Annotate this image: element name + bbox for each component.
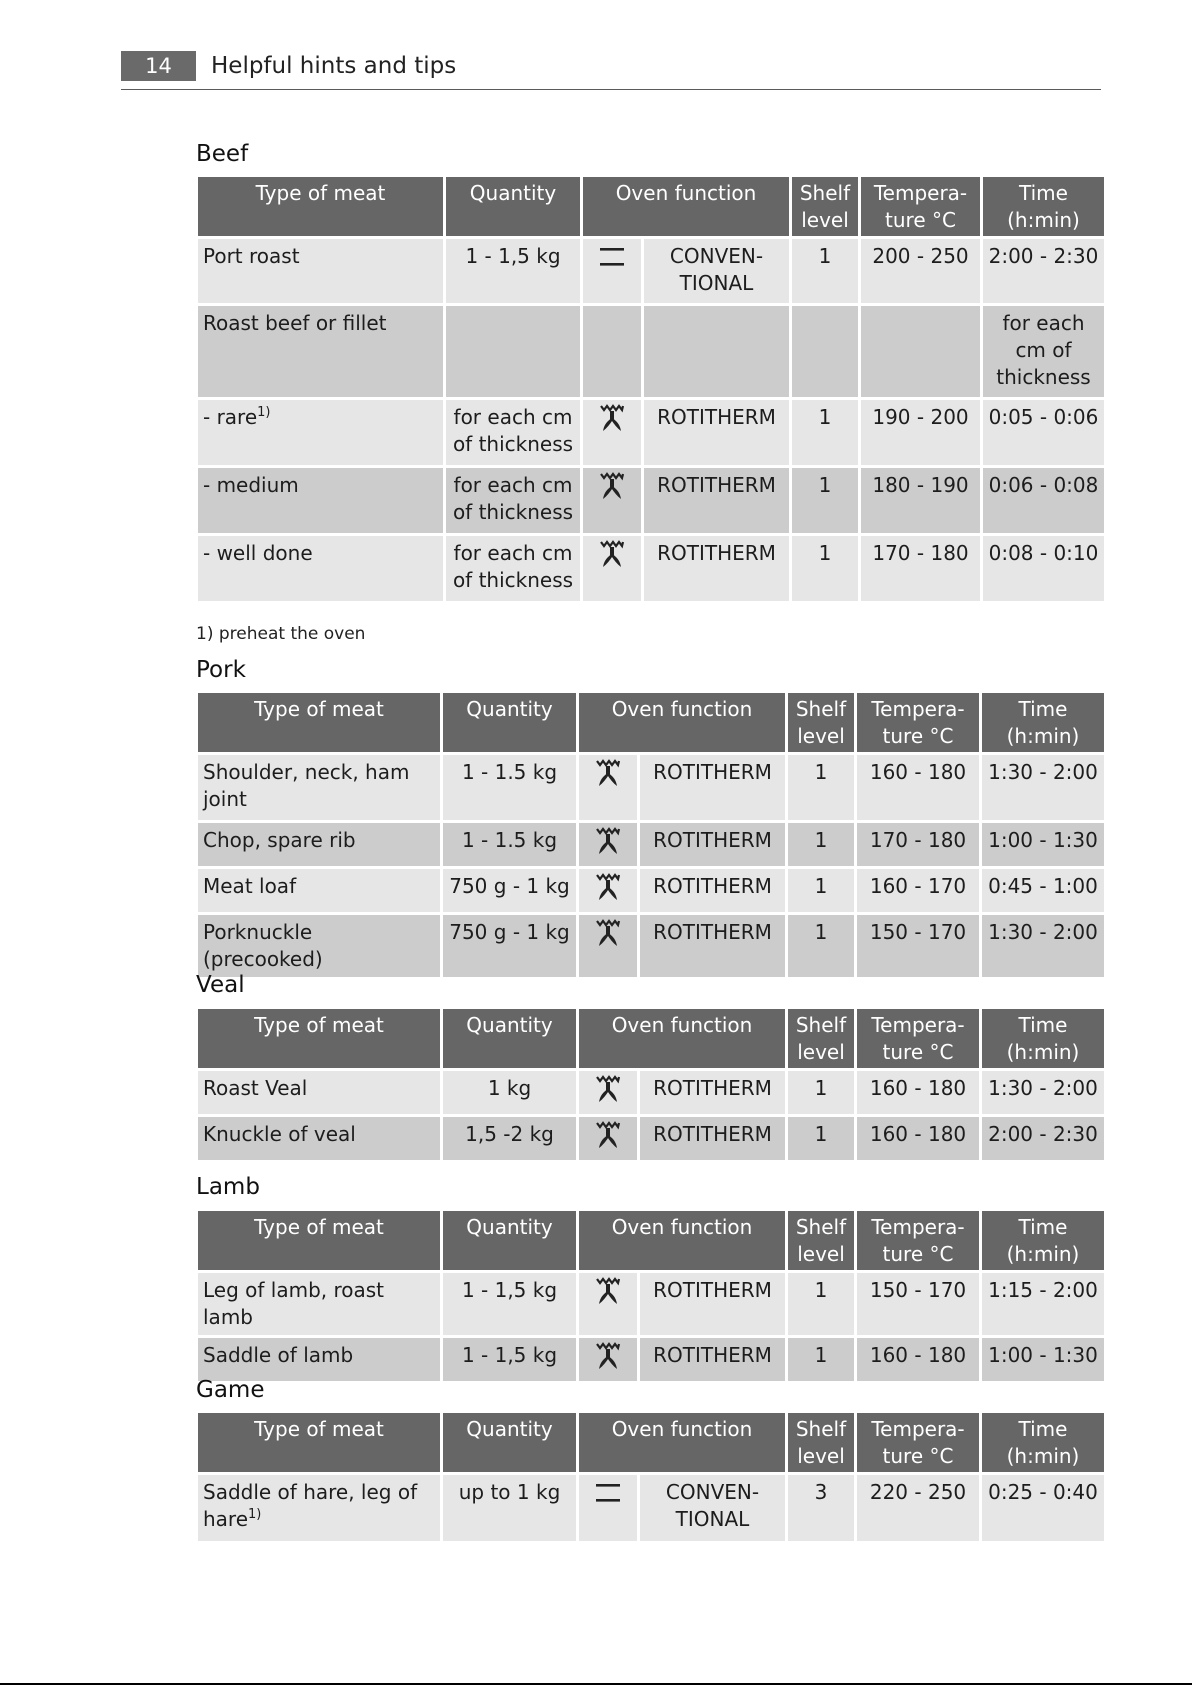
column-header-type: Type of meat	[198, 1211, 440, 1270]
cell-temperature: 160 - 180	[857, 1071, 979, 1114]
page-header	[121, 51, 1101, 90]
column-header-shelf: Shelf level	[788, 1009, 854, 1068]
cell-function: ROTITHERM	[640, 869, 785, 912]
cell-quantity: 1 kg	[443, 1071, 576, 1114]
column-header-time: Time (h:min)	[982, 693, 1104, 752]
column-header-temperature: Tempera- ture °C	[857, 1009, 979, 1068]
cell-quantity: 1,5 -2 kg	[443, 1117, 576, 1160]
cell-time: 0:45 - 1:00	[982, 869, 1104, 912]
table-row	[198, 915, 1104, 977]
cell-shelf: 3	[788, 1475, 854, 1541]
cell-time: 1:30 - 2:00	[982, 755, 1104, 820]
column-header-function: Oven function	[579, 693, 785, 752]
cell-time: 0:06 - 0:08	[983, 468, 1104, 533]
cell-shelf: 1	[792, 400, 858, 465]
cell-time: 1:00 - 1:30	[982, 823, 1104, 866]
table-header-row	[198, 1009, 1104, 1068]
column-header-function: Oven function	[579, 1211, 785, 1270]
rotitherm-icon	[594, 759, 622, 787]
table-row	[198, 1273, 1104, 1335]
column-header-temperature: Tempera- ture °C	[861, 177, 980, 236]
cell-type: Saddle of hare, leg of hare$^{1)}$	[198, 1475, 440, 1541]
table-header-row	[198, 177, 1104, 236]
footnote-marker: 1)	[257, 405, 271, 420]
cell-function	[644, 306, 789, 397]
rotitherm-icon	[598, 540, 626, 568]
section-title-beef: Beef	[196, 141, 249, 167]
cell-temperature: 160 - 180	[857, 1338, 979, 1381]
table-header-row	[198, 1413, 1104, 1472]
column-header-quantity: Quantity	[443, 1211, 576, 1270]
column-header-temperature: Tempera- ture °C	[857, 1211, 979, 1270]
cell-type: Porknuckle (precooked)	[198, 915, 440, 977]
cell-quantity: 1 - 1.5 kg	[443, 755, 576, 820]
cell-quantity: 1 - 1.5 kg	[443, 823, 576, 866]
pork-table	[195, 690, 1107, 980]
cell-function-icon	[579, 869, 637, 912]
column-header-function: Oven function	[579, 1009, 785, 1068]
cell-function-icon	[583, 536, 641, 601]
cell-temperature: 160 - 180	[857, 755, 979, 820]
cell-temperature	[861, 306, 980, 397]
table-row	[198, 869, 1104, 912]
cell-time: 2:00 - 2:30	[983, 239, 1104, 303]
cell-shelf: 1	[792, 536, 858, 601]
cell-function: ROTITHERM	[644, 400, 789, 465]
table-row	[198, 1071, 1104, 1114]
cell-shelf: 1	[788, 869, 854, 912]
section-title-pork: Pork	[196, 657, 246, 683]
cell-function: ROTITHERM	[644, 468, 789, 533]
rotitherm-icon	[598, 472, 626, 500]
cell-quantity: 1 - 1,5 kg	[443, 1338, 576, 1381]
cell-quantity: for each cm of thickness	[446, 468, 580, 533]
rotitherm-icon	[594, 873, 622, 901]
cell-time: 1:30 - 2:00	[982, 915, 1104, 977]
table-row	[198, 468, 1104, 533]
rotitherm-icon	[594, 919, 622, 947]
column-header-time: Time (h:min)	[983, 177, 1104, 236]
table-row	[198, 239, 1104, 303]
table-row	[198, 536, 1104, 601]
cell-shelf: 1	[788, 915, 854, 977]
cell-temperature: 190 - 200	[861, 400, 980, 465]
column-header-shelf: Shelf level	[788, 1211, 854, 1270]
cell-time: for each cm of thickness	[983, 306, 1104, 397]
table-header-row	[198, 1211, 1104, 1270]
table-row	[198, 306, 1104, 397]
cell-type: Meat loaf	[198, 869, 440, 912]
section-title-game: Game	[196, 1377, 265, 1403]
cell-time: 2:00 - 2:30	[982, 1117, 1104, 1160]
cell-temperature: 170 - 180	[857, 823, 979, 866]
column-header-shelf: Shelf level	[788, 1413, 854, 1472]
cell-quantity: 1 - 1,5 kg	[446, 239, 580, 303]
rotitherm-icon	[598, 404, 626, 432]
cell-quantity: for each cm of thickness	[446, 536, 580, 601]
cell-quantity: for each cm of thickness	[446, 400, 580, 465]
cell-function: ROTITHERM	[640, 823, 785, 866]
column-header-quantity: Quantity	[446, 177, 580, 236]
cell-shelf	[792, 306, 858, 397]
cell-function: CONVEN- TIONAL	[644, 239, 789, 303]
cell-shelf: 1	[788, 1273, 854, 1335]
cell-function: ROTITHERM	[640, 755, 785, 820]
cell-function-icon	[579, 915, 637, 977]
cell-shelf: 1	[788, 1338, 854, 1381]
cell-quantity: 1 - 1,5 kg	[443, 1273, 576, 1335]
cell-quantity	[446, 306, 580, 397]
rotitherm-icon	[594, 827, 622, 855]
cell-function: ROTITHERM	[640, 1338, 785, 1381]
column-header-time: Time (h:min)	[982, 1211, 1104, 1270]
cell-temperature: 170 - 180	[861, 536, 980, 601]
cell-type: - rare$^{1)}$	[198, 400, 443, 465]
cell-quantity: up to 1 kg	[443, 1475, 576, 1541]
column-header-time: Time (h:min)	[982, 1413, 1104, 1472]
cell-function-icon	[579, 1273, 637, 1335]
cell-temperature: 150 - 170	[857, 915, 979, 977]
conventional-heat-icon	[594, 1479, 622, 1507]
cell-temperature: 180 - 190	[861, 468, 980, 533]
column-header-type: Type of meat	[198, 1009, 440, 1068]
rotitherm-icon	[594, 1075, 622, 1103]
cell-time: 0:05 - 0:06	[983, 400, 1104, 465]
cell-shelf: 1	[788, 1117, 854, 1160]
table-row	[198, 400, 1104, 465]
cell-temperature: 160 - 180	[857, 1117, 979, 1160]
cell-function-icon	[579, 1475, 637, 1541]
beef-table	[195, 174, 1107, 604]
column-header-quantity: Quantity	[443, 693, 576, 752]
table-row	[198, 1475, 1104, 1541]
veal-table	[195, 1006, 1107, 1163]
cell-function-icon	[579, 823, 637, 866]
cell-function: ROTITHERM	[640, 1071, 785, 1114]
cell-function: ROTITHERM	[640, 915, 785, 977]
cell-type: Shoulder, neck, ham joint	[198, 755, 440, 820]
column-header-temperature: Tempera- ture °C	[857, 693, 979, 752]
cell-shelf: 1	[788, 755, 854, 820]
cell-type: Roast beef or fillet	[198, 306, 443, 397]
footnote-preheat: 1) preheat the oven	[196, 624, 366, 644]
cell-type: Roast Veal	[198, 1071, 440, 1114]
table-header-row	[198, 693, 1104, 752]
footnote-marker: 1)	[248, 1507, 262, 1522]
cell-type: Knuckle of veal	[198, 1117, 440, 1160]
cell-type: Saddle of lamb	[198, 1338, 440, 1381]
cell-quantity: 750 g - 1 kg	[443, 915, 576, 977]
cell-type: Chop, spare rib	[198, 823, 440, 866]
cell-function-icon	[579, 1071, 637, 1114]
cell-type: Leg of lamb, roast lamb	[198, 1273, 440, 1335]
column-header-function: Oven function	[579, 1413, 785, 1472]
column-header-temperature: Tempera- ture °C	[857, 1413, 979, 1472]
column-header-type: Type of meat	[198, 1413, 440, 1472]
cell-function-icon	[579, 755, 637, 820]
game-table	[195, 1410, 1107, 1544]
rotitherm-icon	[594, 1277, 622, 1305]
column-header-type: Type of meat	[198, 177, 443, 236]
cell-time: 0:25 - 0:40	[982, 1475, 1104, 1541]
rotitherm-icon	[594, 1342, 622, 1370]
table-row	[198, 1338, 1104, 1381]
cell-function-icon	[583, 306, 641, 397]
column-header-shelf: Shelf level	[788, 693, 854, 752]
cell-temperature: 150 - 170	[857, 1273, 979, 1335]
column-header-shelf: Shelf level	[792, 177, 858, 236]
lamb-table	[195, 1208, 1107, 1384]
column-header-quantity: Quantity	[443, 1413, 576, 1472]
cell-type: - medium	[198, 468, 443, 533]
cell-function-icon	[583, 400, 641, 465]
cell-function-icon	[579, 1117, 637, 1160]
cell-function: ROTITHERM	[640, 1273, 785, 1335]
column-header-quantity: Quantity	[443, 1009, 576, 1068]
column-header-function: Oven function	[583, 177, 789, 236]
cell-type: Port roast	[198, 239, 443, 303]
cell-function: ROTITHERM	[640, 1117, 785, 1160]
cell-temperature: 200 - 250	[861, 239, 980, 303]
conventional-heat-icon	[598, 243, 626, 271]
cell-function: ROTITHERM	[644, 536, 789, 601]
cell-time: 0:08 - 0:10	[983, 536, 1104, 601]
cell-shelf: 1	[792, 239, 858, 303]
cell-time: 1:15 - 2:00	[982, 1273, 1104, 1335]
cell-function-icon	[583, 468, 641, 533]
cell-function-icon	[579, 1338, 637, 1381]
cell-time: 1:00 - 1:30	[982, 1338, 1104, 1381]
cell-function: CONVEN- TIONAL	[640, 1475, 785, 1541]
column-header-time: Time (h:min)	[982, 1009, 1104, 1068]
section-title-lamb: Lamb	[196, 1174, 260, 1200]
page-title: Helpful hints and tips	[211, 53, 457, 79]
table-row	[198, 755, 1104, 820]
column-header-type: Type of meat	[198, 693, 440, 752]
cell-temperature: 220 - 250	[857, 1475, 979, 1541]
rotitherm-icon	[594, 1121, 622, 1149]
cell-quantity: 750 g - 1 kg	[443, 869, 576, 912]
page-number: 14	[121, 51, 196, 81]
cell-function-icon	[583, 239, 641, 303]
cell-shelf: 1	[792, 468, 858, 533]
cell-shelf: 1	[788, 1071, 854, 1114]
cell-type: - well done	[198, 536, 443, 601]
cell-temperature: 160 - 170	[857, 869, 979, 912]
cell-shelf: 1	[788, 823, 854, 866]
section-title-veal: Veal	[196, 972, 245, 998]
cell-time: 1:30 - 2:00	[982, 1071, 1104, 1114]
table-row	[198, 1117, 1104, 1160]
table-row	[198, 823, 1104, 866]
